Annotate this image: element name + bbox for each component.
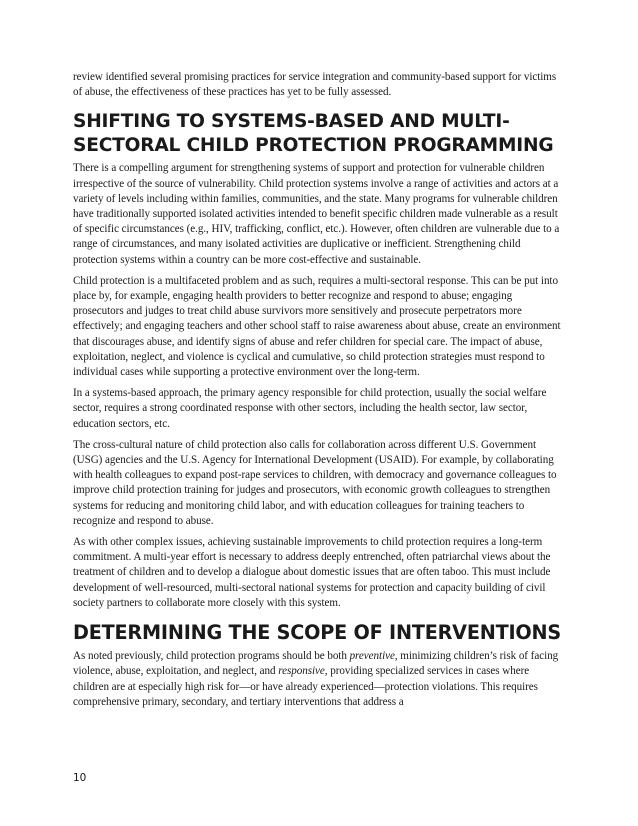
paragraph-compelling-argument: There is a compelling argument for strengthening systems of support and protection for vulnerable children irrespective of the source of vulnerability. Child protection systems involve a range of activities and actors at a variety of levels including within families, communities, and the state. Many programs for vulnerable children have traditionally supported isolated activities intended to benefit specific children made vulnerable as a result of specific circumstances (e.g., HIV, trafficking, conflict, etc.). However, often children are vulnerable due to a range of circumstances, and many isolated activities are duplicative or inefficient. Strengthening child protection systems within a country can be more cost-effective and sustainable. <box>73 162 560 266</box>
section-heading-scope-of-interventions: DETERMINING THE SCOPE OF INTERVENTIONS <box>73 621 562 645</box>
paragraph-cross-cultural: The cross-cultural nature of child protection also calls for collaboration across different U.S. Government (USG) agencies and the U.S. Agency for International Development (USAID). For example, by collaborating with health colleagues to expand post-rape services to children, with democracy and governance colleagues to improve child protection training for judges and prosecutors, with economic growth colleagues to strengthen systems for reducing and monitoring child labor, and with education colleagues for training teachers to recognize and respond to abuse. <box>73 438 557 527</box>
section-heading-systems-based: SHIFTING TO SYSTEMS-BASED AND MULTI-SECTORAL CHILD PROTECTION PROGRAMMING <box>73 111 554 157</box>
page-number: 10 <box>73 772 87 784</box>
intro-paragraph: review identified several promising practices for service integration and community-based support for victims of abuse, the effectiveness of these practices has yet to be fully assessed. <box>73 71 557 99</box>
paragraph-multifaceted-problem: Child protection is a multifaceted problem and as such, requires a multi-sectoral response. This can be put into place by, for example, engaging health providers to better recognize and respond to abuse; engaging prosecutors and judges to treat child abuse survivors more sensitively and prosecute perpetrators more effectively; and engaging teachers and other school staff to raise awareness about abuse, create an environment that discourages abuse, and identify signs of abuse and refer children for special care. The impact of abuse, exploitation, neglect, and violence is cyclical and cumulative, so child protection strategies must respond to individual cases while supporting a protective environment over the long-term. <box>73 274 561 379</box>
text-run: As noted previously, child protection programs should be both <box>73 650 350 663</box>
document-page <box>73 70 563 716</box>
text-run: , providing specialized services in cases where children are at especially high risk for—or have already experienced—protection violations. This requires comprehensive primary, secondary, and tertiary interventions that address a <box>73 665 538 708</box>
paragraph-complex-issues: As with other complex issues, achieving sustainable improvements to child protection requires a long-term commitment. A multi-year effort is necessary to address deeply entrenched, often patriarchal views about the treatment of children and to develop a dialogue about domestic issues that are often taboo. This must include development of well-resourced, multi-sectoral national systems for protection and capacity building of civil society partners to collaborate more closely with this system. <box>73 536 551 609</box>
paragraph-systems-based-approach: In a systems-based approach, the primary agency responsible for child protection, usually the social welfare sector, requires a strong coordinated response with other sectors, including the health sector, law sector, education sectors, etc. <box>73 387 547 430</box>
emphasis-responsive: responsive <box>278 665 325 678</box>
text-run: , minimizing children’s risk of facing violence, abuse, exploitation, and neglect, and <box>73 650 559 678</box>
paragraph-noted-previously <box>73 649 563 710</box>
emphasis-preventive: preventive <box>349 650 395 663</box>
